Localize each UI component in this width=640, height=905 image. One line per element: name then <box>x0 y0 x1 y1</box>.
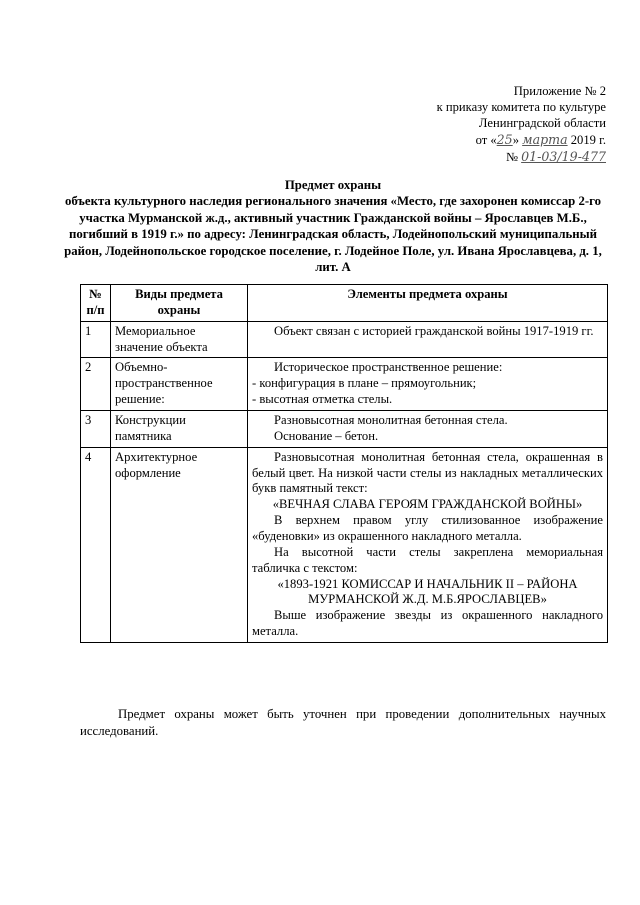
header-kind: Виды предмета охраны <box>111 285 248 322</box>
element-text: - конфигурация в плане – прямоугольник; <box>252 376 477 391</box>
plaque-text-quote: «1893-1921 КОМИССАР И НАЧАЛЬНИК II – РАЙОНА МУРМАНСКОЙ Ж.Д. М.Б.ЯРОСЛАВЦЕВ» <box>277 576 578 607</box>
date-suffix: 2019 г. <box>567 132 606 147</box>
header-elements: Элементы предмета охраны <box>248 285 608 322</box>
element-text: В верхнем правом углу стилизованное изображение «буденовки» из окрашенного накладного металла. <box>252 513 603 544</box>
number-prefix: № <box>505 149 518 164</box>
row-kind: Объемно-пространственное решение: <box>111 358 248 411</box>
table-row <box>81 358 608 411</box>
row-elements <box>248 321 608 358</box>
element-text: На высотной части стелы закреплена мемориальная табличка с текстом: <box>252 544 603 575</box>
table-row <box>81 321 608 358</box>
element-text: Разновысотная монолитная бетонная стела. <box>274 413 508 428</box>
appendix-block <box>396 84 606 166</box>
row-elements <box>248 411 608 448</box>
row-number: 3 <box>81 411 111 448</box>
date-day: 25 <box>496 131 513 147</box>
memorial-text-quote: «ВЕЧНАЯ СЛАВА ГЕРОЯМ ГРАЖДАНСКОЙ ВОЙНЫ» <box>272 497 583 512</box>
table-header-row <box>81 285 608 322</box>
row-kind: Мемориальное значение объекта <box>111 321 248 358</box>
date-mid: » <box>512 132 523 147</box>
table-row <box>81 447 608 642</box>
table-row <box>81 411 608 448</box>
document-title <box>60 177 606 275</box>
row-elements <box>248 358 608 411</box>
footnote: Предмет охраны может быть уточнен при проведении дополнительных научных исследований. <box>80 707 606 739</box>
row-kind: Конструкции памятника <box>111 411 248 448</box>
date-month: марта <box>522 131 568 147</box>
header-number: № п/п <box>81 285 111 322</box>
appendix-title: Приложение № 2 <box>513 84 606 98</box>
title-body: объекта культурного наследия регионального значения «Место, где захоронен комиссар 2-го участка Мурманской ж.д., активный участник Гражданской войны – Ярославцев М.Б., погибший в 1919 г.» по адресу: Ленинградская область, Лодейнопольский муниципальный район, Лодейнопольское городское поселение, г. Лодейное Поле, ул. Ивана Ярославцева, д. 1, лит. А <box>64 194 602 274</box>
element-text: Объект связан с историей гражданской войны 1917-1919 гг. <box>274 323 594 338</box>
protection-table <box>80 284 608 643</box>
row-number: 1 <box>81 321 111 358</box>
element-text: - высотная отметка стелы. <box>252 392 393 407</box>
appendix-order-ref: к приказу комитета по культуре <box>436 99 606 114</box>
appendix-number <box>396 149 606 166</box>
row-number: 2 <box>81 358 111 411</box>
element-text: Выше изображение звезды из окрашенного накладного металла. <box>252 608 603 639</box>
element-text: Основание – бетон. <box>274 428 379 443</box>
appendix-date <box>396 132 606 149</box>
number-value: 01-03/19-477 <box>521 148 606 164</box>
row-kind: Архитектурное оформление <box>111 447 248 642</box>
element-text: Разновысотная монолитная бетонная стела, окрашенная в белый цвет. На низкой части стелы из накладных металлических букв памятный текст: <box>252 449 603 496</box>
appendix-region: Ленинградской области <box>478 115 606 130</box>
title-heading: Предмет охраны <box>284 178 382 192</box>
row-number: 4 <box>81 447 111 642</box>
row-elements <box>248 447 608 642</box>
date-prefix: от « <box>475 132 497 147</box>
element-text: Историческое пространственное решение: <box>274 360 503 375</box>
